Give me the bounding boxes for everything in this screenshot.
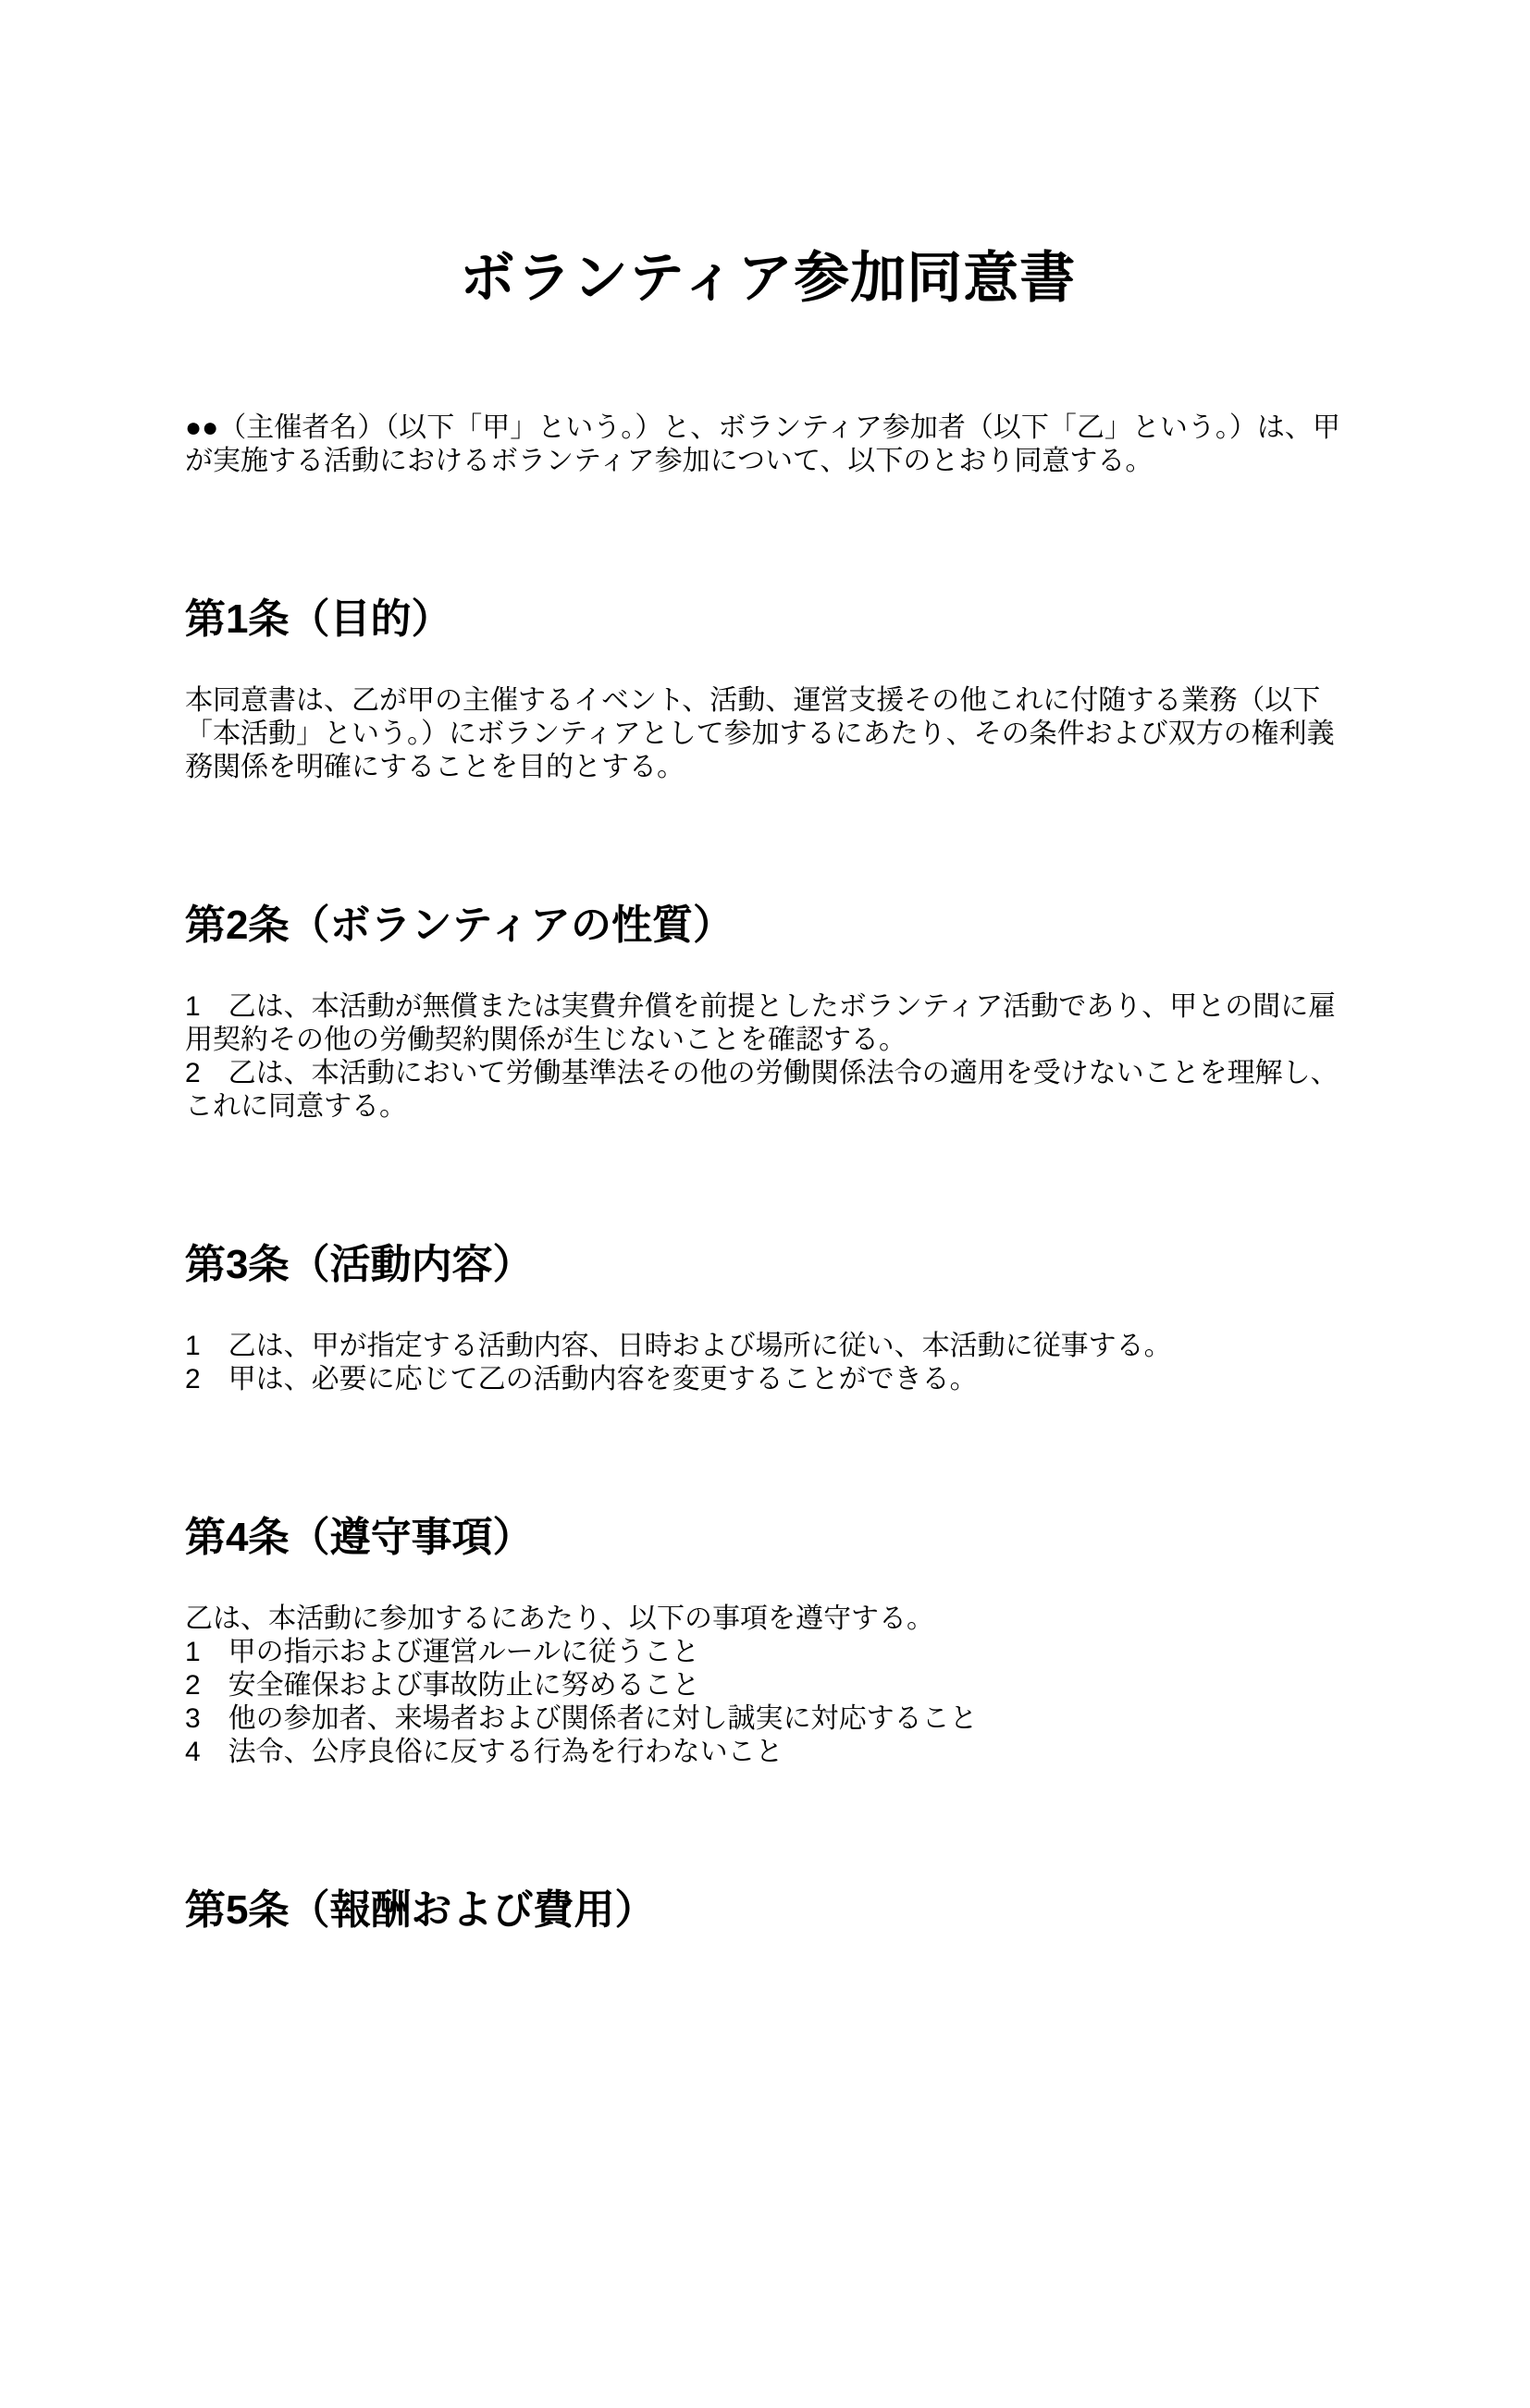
article-heading: 第4条（遵守事項） xyxy=(185,1515,534,1560)
article-paragraph: 4 法令、公序良俗に反する行為を行わないこと xyxy=(185,1737,784,1767)
article-paragraph: 2 安全確保および事故防止に努めること xyxy=(185,1670,700,1701)
document-page xyxy=(0,245,1530,2408)
article-paragraph: 2 甲は、必要に応じて乙の活動内容を変更することができる。 xyxy=(185,1364,978,1394)
article-section xyxy=(185,1514,1351,1769)
document-title: ボランティア参加同意書 xyxy=(459,247,1077,309)
article-heading: 第3条（活動内容） xyxy=(185,1242,534,1287)
article-paragraph: 本同意書は、乙が甲の主催するイベント、活動、運営支援その他これに付随する業務（以下「本活動」という。）にボランティアとして参加するにあたり、その条件および双方の権利義務関係を明確にすることを目的とする。 xyxy=(185,685,1335,782)
article-paragraph: 3 他の参加者、来場者および関係者に対し誠実に対応すること xyxy=(185,1703,978,1734)
article-heading: 第2条（ボランティアの性質） xyxy=(185,903,734,948)
article-section xyxy=(185,1886,1351,1935)
article-section xyxy=(185,1241,1351,1396)
article-paragraph: 乙は、本活動に参加するにあたり、以下の事項を遵守する。 xyxy=(185,1603,934,1634)
article-section xyxy=(185,902,1351,1124)
article-heading: 第1条（目的） xyxy=(185,596,452,642)
article-heading: 第5条（報酬および費用） xyxy=(185,1887,656,1933)
article-section xyxy=(185,596,1351,784)
article-paragraph: 2 乙は、本活動において労働基準法その他の労働関係法令の適用を受けないことを理解し、これに同意する。 xyxy=(185,1058,1339,1122)
article-paragraph: 1 甲の指示および運営ルールに従うこと xyxy=(185,1637,700,1667)
intro-paragraph: ●●（主催者名）（以下「甲」という。）と、ボランティア参加者（以下「乙」という。）は、甲が実施する活動におけるボランティア参加について、以下のとおり同意する。 xyxy=(185,412,1340,476)
articles-container xyxy=(185,596,1351,1935)
article-paragraph: 1 乙は、本活動が無償または実費弁償を前提としたボランティア活動であり、甲との間に雇用契約その他の労働契約関係が生じないことを確認する。 xyxy=(185,991,1337,1055)
article-paragraph: 1 乙は、甲が指定する活動内容、日時および場所に従い、本活動に従事する。 xyxy=(185,1331,1172,1361)
